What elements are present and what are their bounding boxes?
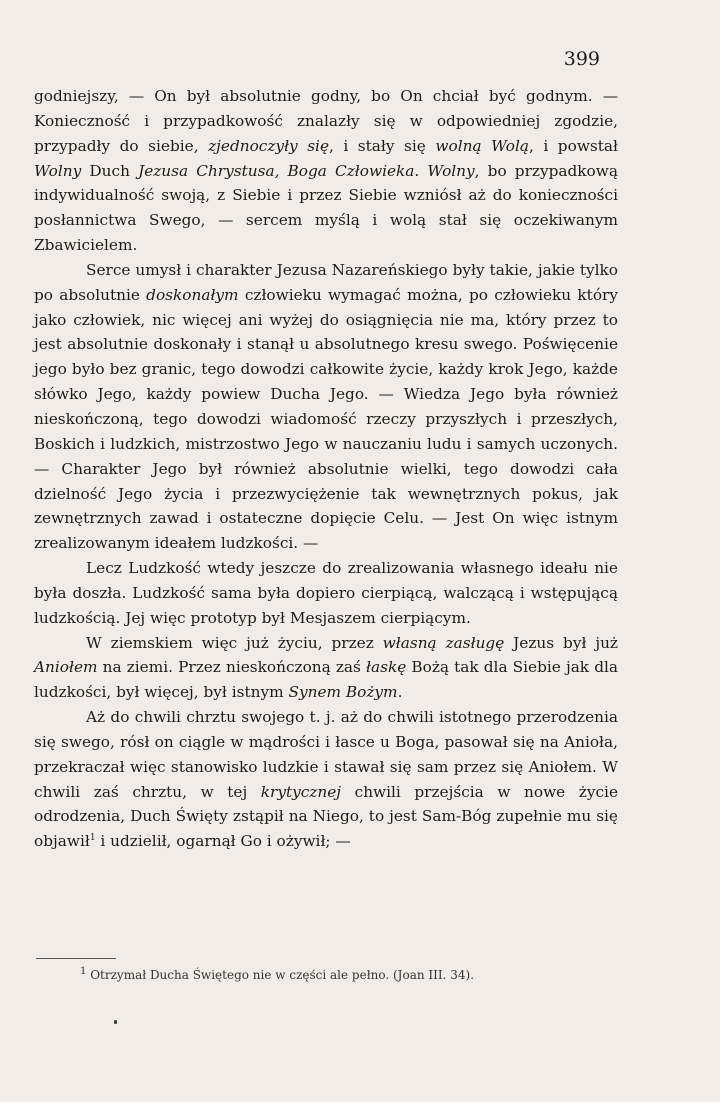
paragraph xyxy=(34,631,618,706)
emphasis: Synem Bożym xyxy=(288,683,398,702)
footnote-rule xyxy=(36,958,116,959)
text-run: chwili przejścia w nowe życie odrodzenia, Duch Święty zstąpił na Niego, to jest Sam-Bóg zupełnie mu się objawił xyxy=(34,782,618,851)
text-run: Aż do chwili chrztu swojego t. j. aż do chwili istotnego przerodzenia się swego, rósł on ciągle w mądrości i łasce u Boga, pasował się na Anioła, przekraczał więc stanowisko ludzkie i stawał się sam przez się Aniołem. W chwili zaś chrztu, w tej xyxy=(34,708,618,801)
footnote xyxy=(80,966,474,982)
text-run: człowieku wymagać można, po człowieku który jako człowiek, nic więcej ani wyżej do osiągnięcia nie ma, który przez to jest absolutnie doskonały i stanął u absolutnego kresu swego. Poświęcenie jego było bez granic, tego dowodzi całkowite życie, każdy krok Jego, każde słówko Jego, każdy powiew Ducha Jego. — Wiedza Jego była również nieskończoną, tego dowodzi wiadomość rzeczy przyszłych i przeszłych, Boskich i ludzkich, mistrzostwo Jego w nauczaniu ludu i samych uczonych. — Charakter Jego był również absolutnie wielki, tego dowodzi cała dzielność Jego życia i przezwyciężenie tak wewnętrznych pokus, jak zewnętrznych zawad i ostateczne dopięcie Celu. — Jest On więc istnym zrealizowanym ideałem ludzkości. — xyxy=(34,285,618,553)
emphasis: Aniołem xyxy=(34,658,98,677)
emphasis: łaskę xyxy=(366,658,407,677)
text-run: . xyxy=(414,161,428,180)
text-run: , i stały się xyxy=(329,136,436,155)
footnote-ref: 1 xyxy=(89,833,96,844)
emphasis: krytycznej xyxy=(260,782,342,801)
paragraph xyxy=(34,705,618,854)
ink-speck xyxy=(114,1020,117,1024)
text-run: Bożą tak dla Siebie jak dla ludzkości, był więcej, był istnym xyxy=(34,658,618,702)
emphasis: Wolny xyxy=(427,161,475,180)
footnote-marker: 1 xyxy=(80,966,87,977)
text-run: Serce umysł i charakter Jezusa Nazareńskiego były takie, jakie tylko po absolutnie xyxy=(34,260,618,304)
paragraph xyxy=(34,258,618,556)
emphasis: własną zasługę xyxy=(382,633,505,652)
text-run: godniejszy, — On był absolutnie godny, bo On chciał być godnym. — Konieczność i przypadkowość znalazły się w odpowiedniej zgodzie, przypadły do siebie, xyxy=(34,87,618,155)
text-run: Duch xyxy=(81,161,139,180)
text-run: Jezus był już xyxy=(504,633,618,652)
emphasis: Jezusa Chrystusa, Boga Człowieka xyxy=(138,161,415,180)
emphasis: zjednoczyły się xyxy=(208,136,329,155)
footnote-text: Otrzymał Ducha Świętego nie w części ale pełno. (Joan III. 34). xyxy=(90,968,475,982)
body-text xyxy=(34,84,618,854)
text-run: W ziemskiem więc już życiu, przez xyxy=(86,633,383,652)
text-run: i udzielił, ogarnął Go i ożywił; — xyxy=(95,832,351,851)
page-number: 399 xyxy=(563,48,600,70)
text-run: , i powstał xyxy=(529,136,618,155)
text-run: , bo przypadkową indywidualność swoją, z Siebie i przez Siebie wzniósł aż do konieczności posłannictwa Swego, — sercem myślą i wolą stał się oczekiwanym Zbawicielem. xyxy=(34,161,618,255)
text-run: . xyxy=(397,683,403,702)
paragraph xyxy=(34,556,618,631)
emphasis: Wolny xyxy=(34,161,82,180)
emphasis: doskonałym xyxy=(146,285,239,304)
emphasis: wolną Wolą xyxy=(435,136,529,155)
text-run: Lecz Ludzkość wtedy jeszcze do zrealizowania własnego ideału nie była doszła. Ludzkość sama była dopiero cierpiącą, walczącą i wstępującą ludzkością. Jej więc prototyp był Mesjaszem cierpiącym. xyxy=(34,559,618,627)
paragraph xyxy=(34,84,618,258)
text-run: na ziemi. Przez nieskończoną zaś xyxy=(97,658,367,677)
